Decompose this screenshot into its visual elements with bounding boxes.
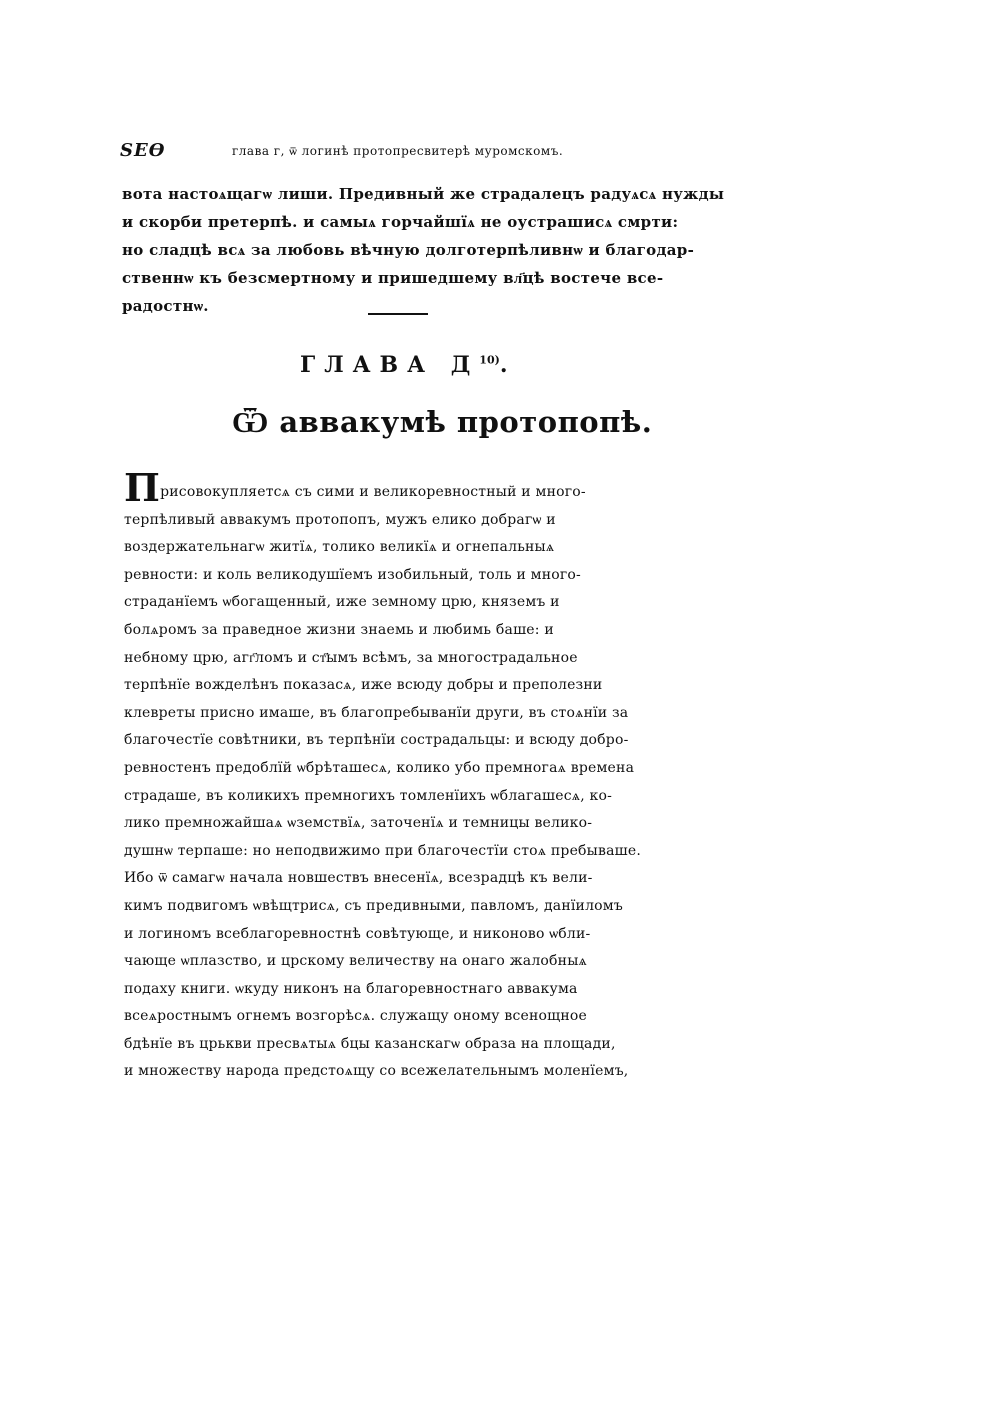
page-number: ЅЕѲ bbox=[120, 140, 166, 161]
text-line: но сладцѣ всѧ за любовь вѣчную долготерпѣливнѡ и благодар- bbox=[122, 241, 695, 259]
text-line: небному црю, агг҃ломъ и ст҃ымъ всѣмъ, за многострадальное bbox=[124, 649, 578, 666]
text-line: терпѣнїе вожделѣнъ показасѧ, иже всюду добры и преполезни bbox=[124, 677, 603, 694]
text-line: бдѣнїе въ црькви пресвѧтыѧ бцы казанскагѡ образа на площади, bbox=[124, 1035, 616, 1052]
chapter-heading bbox=[300, 352, 516, 378]
text-line: ревностенъ предоблїй ѡбрѣташесѧ, колико убо премногаѧ времена bbox=[124, 759, 635, 776]
text-line: воздержательнагѡ житїѧ, толико великїѧ и огнепальныѧ bbox=[124, 539, 555, 556]
body-paragraph bbox=[124, 465, 694, 1086]
text-line: и логиномъ всеблагоревностнѣ совѣтующе, и никоново ѡбли- bbox=[124, 925, 591, 942]
text-line-rest: рисовокупляетсѧ съ сими и великоревностный и много- bbox=[160, 484, 586, 500]
intro-paragraph bbox=[122, 180, 725, 320]
text-line: подаху книги. ѡкуду никонъ на благоревностнаго аввакума bbox=[124, 980, 578, 997]
text-line: кимъ подвигомъ ѡвѣщтрисѧ, съ предивными, павломъ, данїиломъ bbox=[124, 897, 623, 914]
text-line: клевреты присно имаше, въ благопребыванїи други, въ стоѧнїи за bbox=[124, 704, 629, 721]
running-head: глава г, ѿ логинѣ протопресвитерѣ муромскомъ. bbox=[232, 144, 564, 158]
text-line: страданїемъ ѡбогащенный, иже земному црю, княземъ и bbox=[124, 594, 560, 611]
text-line bbox=[124, 465, 694, 510]
text-line: ревности: и коль великодушїемъ изобильный, толь и много- bbox=[124, 566, 581, 583]
text-line: болѧромъ за праведное жизни знаемь и любимь баше: и bbox=[124, 621, 554, 638]
text-line: терпѣливый аввакумъ протопопъ, мужъ елико добрагѡ и bbox=[124, 511, 556, 528]
text-line: страдаше, въ коликихъ премногихъ томленїихъ ѡблагашесѧ, ко- bbox=[124, 787, 613, 804]
text-line: душнѡ терпаше: но неподвижимо при благочестїи стоѧ пребываше. bbox=[124, 842, 641, 859]
chapter-label: ГЛАВА Д bbox=[300, 352, 480, 378]
footnote-marker: 10) bbox=[479, 353, 500, 367]
text-line: радостнѡ. bbox=[122, 297, 209, 315]
text-line: всеѧростнымъ огнемъ возгорѣсѧ. служащу оному всенощное bbox=[124, 1008, 587, 1025]
chapter-closing: . bbox=[499, 352, 517, 378]
text-line: и скорби претерпѣ. и самыѧ горчайшїѧ не оустрашисѧ смрти: bbox=[122, 213, 679, 231]
section-divider bbox=[368, 313, 428, 315]
drop-cap: П bbox=[124, 465, 161, 510]
text-line: и множеству народа предстоѧщу со всежелательнымъ моленїемъ, bbox=[124, 1063, 629, 1080]
chapter-title: Ѿ аввакумѣ протопопѣ. bbox=[232, 405, 653, 439]
text-line: чающе ѡплазство, и црскому величеству на онаго жалобныѧ bbox=[124, 953, 587, 970]
text-line: благочестїе совѣтники, въ терпѣнїи сострадальцы: и всюду добро- bbox=[124, 732, 629, 749]
text-line: вота настоѧщагѡ лиши. Предивный же страдалецъ радуѧсѧ нужды bbox=[122, 185, 725, 203]
text-line: ственнѡ къ безсмертному и пришедшему вл҃цѣ востече все- bbox=[122, 269, 664, 287]
text-line: лико премножайшаѧ ѡземствїѧ, заточенїѧ и темницы велико- bbox=[124, 815, 593, 832]
text-line: Ибо ѿ самагѡ начала новшествъ внесенїѧ, всезрадцѣ къ вели- bbox=[124, 870, 593, 887]
